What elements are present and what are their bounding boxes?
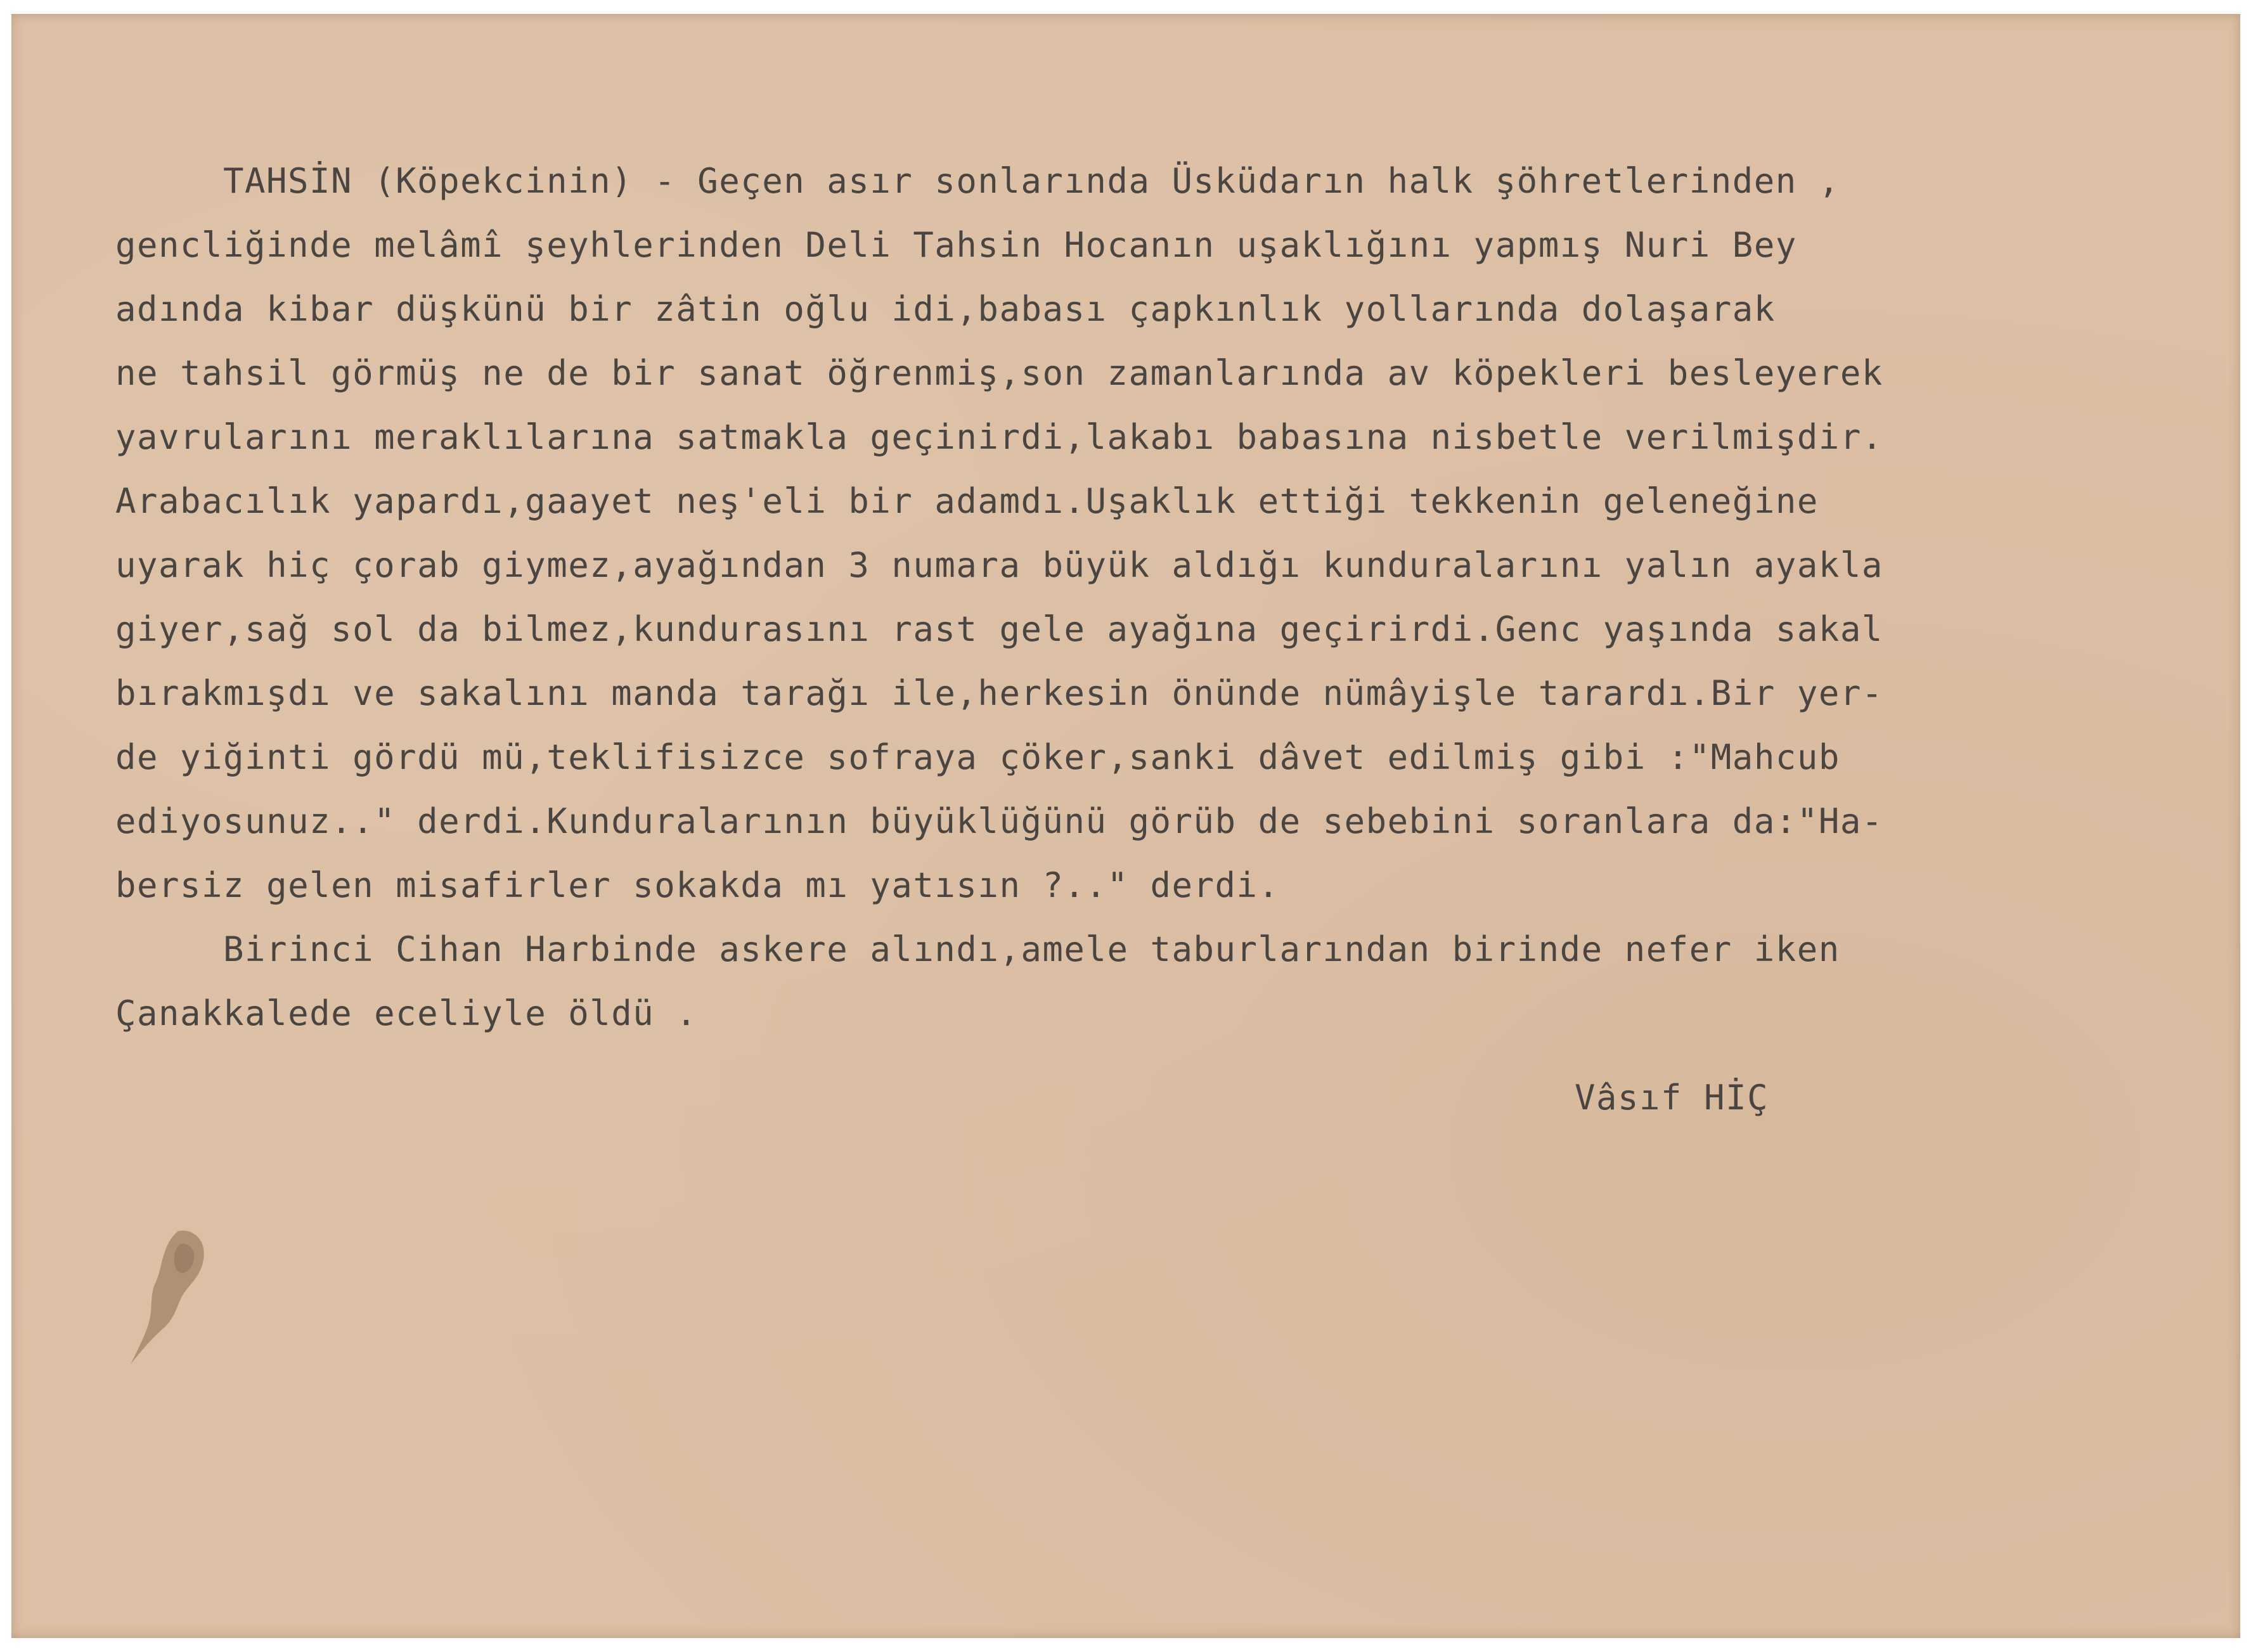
- text-line: ediyosunuz.." derdi.Kunduralarının büyüklüğünü görüb de sebebini soranlara da:"Ha-: [115, 801, 1883, 841]
- text-line: de yiğinti gördü mü,teklifisizce sofraya çöker,sanki dâvet edilmiş gibi :"Mahcub: [115, 737, 1840, 777]
- text-line: Birinci Cihan Harbinde askere alındı,amele taburlarından birinde nefer iken: [223, 929, 1840, 969]
- text-line: ne tahsil görmüş ne de bir sanat öğrenmiş,son zamanlarında av köpekleri besleyerek: [115, 353, 1883, 393]
- text-line: gencliğinde melâmî şeyhlerinden Deli Tahsin Hocanın uşaklığını yapmış Nuri Bey: [115, 225, 1797, 265]
- text-line: giyer,sağ sol da bilmez,kundurasını rast gele ayağına geçirirdi.Genc yaşında sakal: [115, 609, 1883, 649]
- text-line: TAHSİN (Köpekcinin) - Geçen asır sonlarında Üsküdarın halk şöhretlerinden ,: [223, 161, 1840, 201]
- ink-stain: [118, 1225, 213, 1371]
- text-line: Arabacılık yapardı,gaayet neş'eli bir adamdı.Uşaklık ettiği tekkenin geleneğine: [115, 481, 1819, 521]
- text-line: bırakmışdı ve sakalını manda tarağı ile,herkesin önünde nümâyişle tarardı.Bir yer-: [115, 673, 1883, 713]
- letter-body: [115, 149, 2239, 1045]
- text-line: bersiz gelen misafirler sokakda mı yatısın ?.." derdi.: [115, 865, 1280, 905]
- text-line: adında kibar düşkünü bir zâtin oğlu idi,babası çapkınlık yollarında dolaşarak: [115, 289, 1776, 329]
- text-line: Çanakkalede eceliyle öldü .: [115, 993, 698, 1033]
- text-line: yavrularını meraklılarına satmakla geçinirdi,lakabı babasına nisbetle verilmişdir.: [115, 417, 1883, 457]
- text-line: uyarak hiç çorab giymez,ayağından 3 numara büyük aldığı kunduralarını yalın ayakla: [115, 545, 1883, 585]
- author-signature: Vâsıf HİÇ: [1575, 1078, 1769, 1118]
